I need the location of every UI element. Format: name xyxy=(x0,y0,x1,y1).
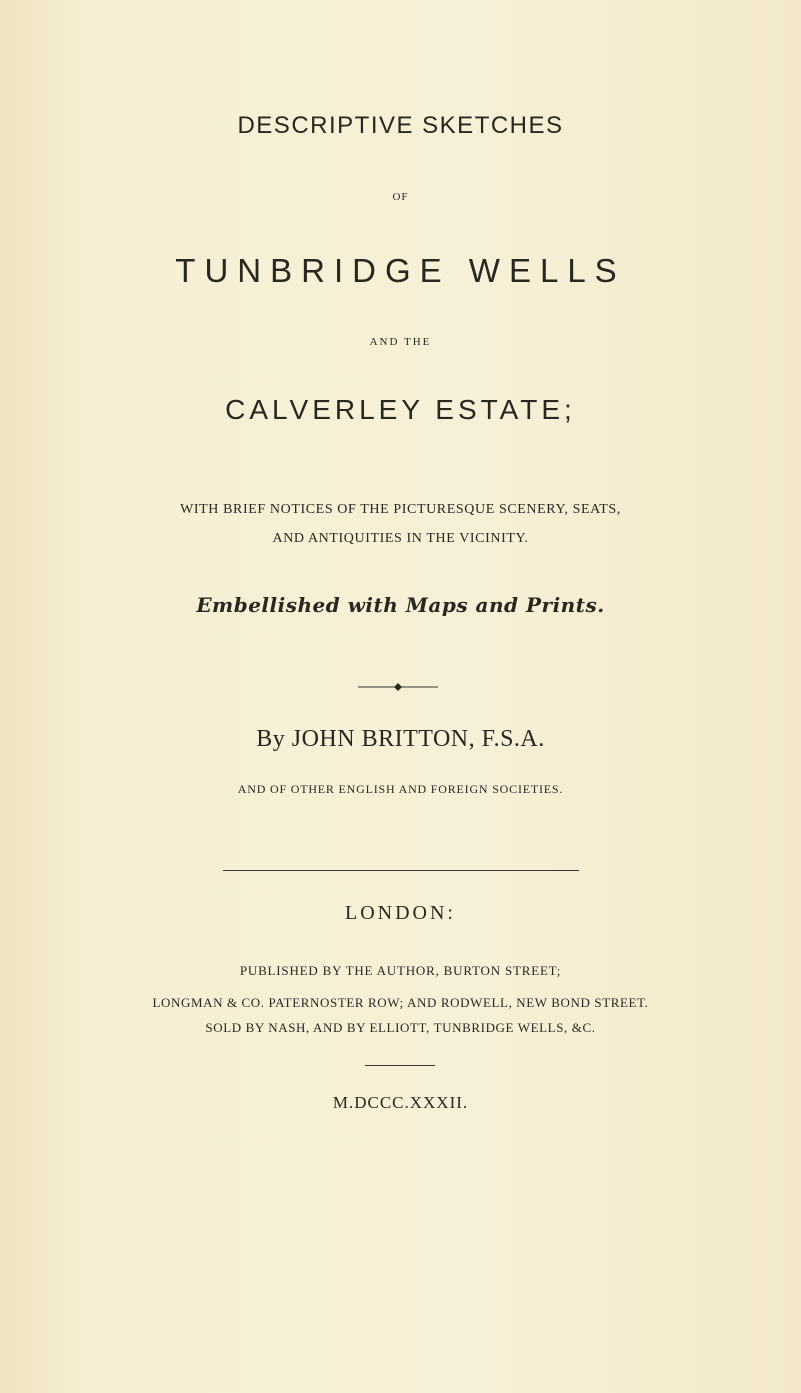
author-societies: AND OF OTHER ENGLISH AND FOREIGN SOCIETIES. xyxy=(237,782,564,796)
author-byline: By JOHN BRITTON, F.S.A. xyxy=(256,726,545,752)
subtitle-line-1: WITH BRIEF NOTICES OF THE PICTURESQUE SCENERY, SEATS, xyxy=(180,502,621,517)
subtitle-line-2: AND ANTIQUITIES IN THE VICINITY. xyxy=(272,531,529,546)
publication-date: M.DCCC.XXXII. xyxy=(332,1093,469,1112)
imprint-publishers: LONGMAN & CO. PATERNOSTER ROW; AND RODWELL, NEW BOND STREET. xyxy=(152,995,649,1010)
diamond-ornament-icon xyxy=(358,682,438,692)
title-line-1: DESCRIPTIVE SKETCHES xyxy=(237,112,564,139)
title-estate: CALVERLEY ESTATE; xyxy=(225,394,576,425)
embellished-note: Embellished with Maps and Prints. xyxy=(196,593,605,617)
imprint-city: LONDON: xyxy=(345,902,456,924)
imprint-published: PUBLISHED BY THE AUTHOR, BURTON STREET; xyxy=(239,963,562,978)
title-and-the: AND THE xyxy=(369,336,432,348)
imprint-sold: SOLD BY NASH, AND BY ELLIOTT, TUNBRIDGE WELLS, &C. xyxy=(205,1020,596,1035)
title-of: OF xyxy=(392,191,409,203)
short-divider-rule xyxy=(365,1065,435,1066)
title-place: TUNBRIDGE WELLS xyxy=(175,252,626,289)
divider-rule xyxy=(223,870,579,871)
